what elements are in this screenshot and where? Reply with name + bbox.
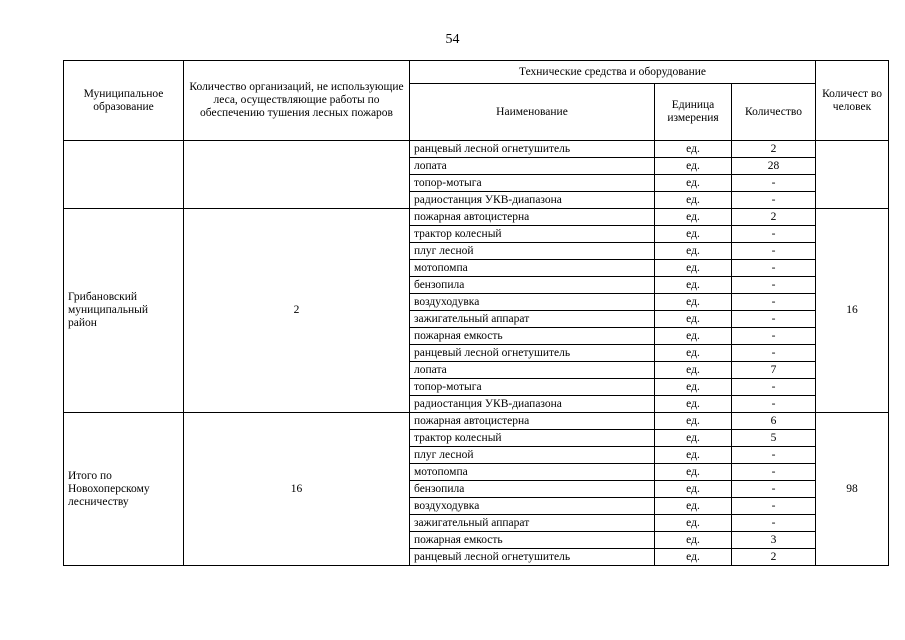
equipment-name-cell: зажигательный аппарат: [410, 515, 655, 532]
quantity-cell: 28: [732, 158, 816, 175]
unit-cell: ед.: [655, 498, 732, 515]
unit-cell: ед.: [655, 447, 732, 464]
quantity-cell: -: [732, 294, 816, 311]
equipment-name-cell: лопата: [410, 362, 655, 379]
equipment-name-cell: плуг лесной: [410, 447, 655, 464]
equipment-name-cell: пожарная емкость: [410, 328, 655, 345]
equipment-name-cell: ранцевый лесной огнетушитель: [410, 345, 655, 362]
quantity-cell: -: [732, 192, 816, 209]
equipment-name-cell: трактор колесный: [410, 226, 655, 243]
header-tech-group: Технические средства и оборудование: [410, 61, 816, 84]
unit-cell: ед.: [655, 549, 732, 566]
quantity-cell: -: [732, 379, 816, 396]
quantity-cell: -: [732, 464, 816, 481]
equipment-name-cell: радиостанция УКВ-диапазона: [410, 396, 655, 413]
quantity-cell: -: [732, 345, 816, 362]
unit-cell: ед.: [655, 532, 732, 549]
equipment-name-cell: мотопомпа: [410, 464, 655, 481]
municipality-cell: Итого по Новохоперскому лесничеству: [64, 413, 184, 566]
unit-cell: ед.: [655, 328, 732, 345]
unit-cell: ед.: [655, 481, 732, 498]
unit-cell: ед.: [655, 396, 732, 413]
quantity-cell: 2: [732, 209, 816, 226]
quantity-cell: 6: [732, 413, 816, 430]
municipality-cell: [64, 141, 184, 209]
org-count-cell: 16: [184, 413, 410, 566]
people-count-cell: [816, 141, 889, 209]
quantity-cell: -: [732, 226, 816, 243]
unit-cell: ед.: [655, 141, 732, 158]
equipment-name-cell: пожарная автоцистерна: [410, 413, 655, 430]
unit-cell: ед.: [655, 243, 732, 260]
quantity-cell: -: [732, 498, 816, 515]
page-number: 54: [445, 32, 460, 47]
unit-cell: ед.: [655, 277, 732, 294]
unit-cell: ед.: [655, 226, 732, 243]
equipment-name-cell: бензопила: [410, 277, 655, 294]
equipment-name-cell: ранцевый лесной огнетушитель: [410, 549, 655, 566]
municipality-cell: Грибановский муниципальный район: [64, 209, 184, 413]
equipment-name-cell: плуг лесной: [410, 243, 655, 260]
equipment-name-cell: пожарная автоцистерна: [410, 209, 655, 226]
header-people: Количест во человек: [816, 61, 889, 141]
unit-cell: ед.: [655, 430, 732, 447]
equipment-name-cell: воздуходувка: [410, 498, 655, 515]
unit-cell: ед.: [655, 294, 732, 311]
table-row: [64, 413, 889, 430]
unit-cell: ед.: [655, 158, 732, 175]
equipment-name-cell: ранцевый лесной огнетушитель: [410, 141, 655, 158]
header-org-count: Количество организаций, не использующие леса, осуществляющие работы по обеспечению тушения лесных пожаров: [184, 61, 410, 141]
quantity-cell: 2: [732, 549, 816, 566]
table-row: [64, 209, 889, 226]
org-count-cell: 2: [184, 209, 410, 413]
equipment-name-cell: лопата: [410, 158, 655, 175]
quantity-cell: -: [732, 260, 816, 277]
org-count-cell: [184, 141, 410, 209]
equipment-name-cell: топор-мотыга: [410, 175, 655, 192]
equipment-name-cell: зажигательный аппарат: [410, 311, 655, 328]
header-quantity: Количество: [732, 84, 816, 141]
unit-cell: ед.: [655, 175, 732, 192]
unit-cell: ед.: [655, 362, 732, 379]
people-count-cell: 98: [816, 413, 889, 566]
quantity-cell: -: [732, 243, 816, 260]
equipment-name-cell: радиостанция УКВ-диапазона: [410, 192, 655, 209]
unit-cell: ед.: [655, 379, 732, 396]
header-unit: Единица измерения: [655, 84, 732, 141]
table-body: [64, 141, 889, 566]
equipment-table: [63, 60, 889, 566]
unit-cell: ед.: [655, 515, 732, 532]
quantity-cell: 5: [732, 430, 816, 447]
table-row: [64, 141, 889, 158]
equipment-name-cell: трактор колесный: [410, 430, 655, 447]
unit-cell: ед.: [655, 464, 732, 481]
quantity-cell: -: [732, 447, 816, 464]
equipment-name-cell: мотопомпа: [410, 260, 655, 277]
header-municipality: Муниципальное образование: [64, 61, 184, 141]
unit-cell: ед.: [655, 311, 732, 328]
people-count-cell: 16: [816, 209, 889, 413]
header-name: Наименование: [410, 84, 655, 141]
quantity-cell: -: [732, 515, 816, 532]
quantity-cell: 7: [732, 362, 816, 379]
unit-cell: ед.: [655, 260, 732, 277]
equipment-name-cell: топор-мотыга: [410, 379, 655, 396]
equipment-name-cell: бензопила: [410, 481, 655, 498]
quantity-cell: -: [732, 277, 816, 294]
unit-cell: ед.: [655, 413, 732, 430]
quantity-cell: 2: [732, 141, 816, 158]
unit-cell: ед.: [655, 345, 732, 362]
quantity-cell: -: [732, 396, 816, 413]
quantity-cell: 3: [732, 532, 816, 549]
unit-cell: ед.: [655, 192, 732, 209]
quantity-cell: -: [732, 328, 816, 345]
quantity-cell: -: [732, 481, 816, 498]
equipment-name-cell: пожарная емкость: [410, 532, 655, 549]
unit-cell: ед.: [655, 209, 732, 226]
equipment-name-cell: воздуходувка: [410, 294, 655, 311]
quantity-cell: -: [732, 175, 816, 192]
quantity-cell: -: [732, 311, 816, 328]
